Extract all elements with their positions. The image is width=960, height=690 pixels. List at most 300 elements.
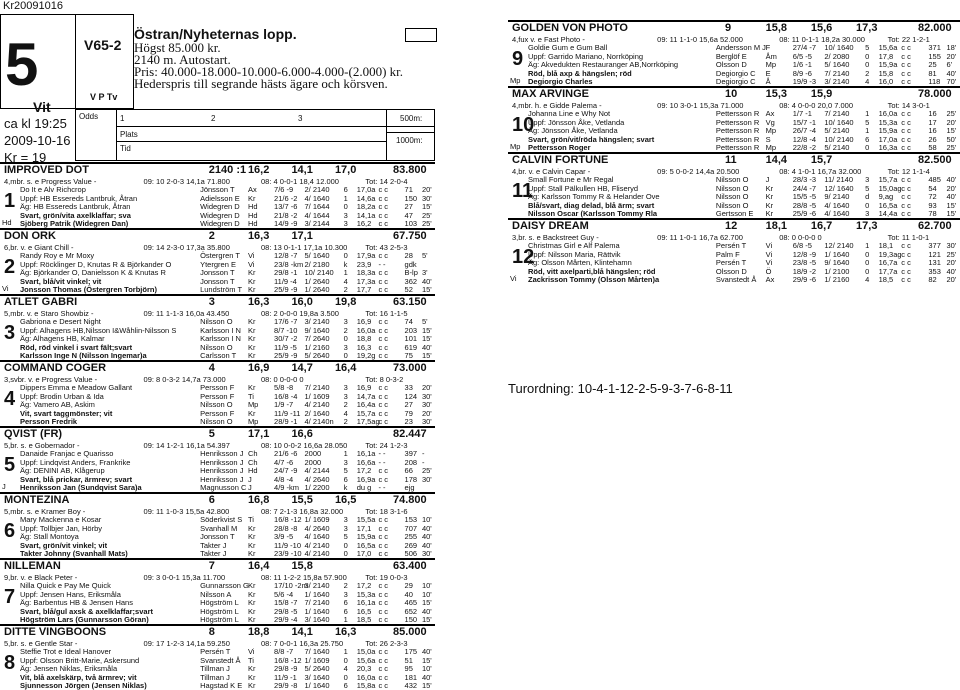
form-cell: 2000	[304, 449, 322, 458]
form-cell: Svart, blå prickar, ärmrev; svart	[20, 474, 133, 484]
form-cell: c c	[901, 126, 911, 135]
form-cell: c c	[378, 474, 389, 484]
form-cell: 6	[343, 681, 348, 690]
horse-record-2: 16,0	[291, 296, 313, 308]
form-cell: 4/8 -4	[274, 474, 294, 484]
form-cell: 619	[404, 342, 418, 352]
form-cell: 17,1	[356, 523, 372, 533]
form-cell: Söderkvist S	[200, 515, 243, 524]
horse-trainer-tag: Mp	[510, 76, 521, 85]
form-cell: c c	[378, 276, 389, 286]
form-cell: 40	[404, 589, 413, 599]
horse-prize: 63.150	[393, 296, 427, 308]
form-cell: 10'	[421, 581, 432, 590]
form-cell: J	[247, 483, 252, 492]
form-cell: Äg: Alhagens HB, Kalmar	[20, 334, 105, 343]
horse-stats-previous: 08: 11 1-2-2 15,8a 57.900	[261, 573, 347, 582]
form-cell: 28/9 -1	[274, 417, 298, 426]
form-cell: 652	[404, 606, 418, 616]
form-cell: Jonsson T	[200, 532, 235, 541]
race-time: ca kl 19:25	[4, 116, 67, 131]
form-cell: c c	[378, 408, 389, 418]
horse-trainer-tag: Vi	[510, 274, 517, 283]
horse-record-1: 16,8	[247, 494, 270, 506]
form-cell: c c	[378, 540, 389, 550]
form-cell: 5	[865, 183, 870, 193]
form-cell: 1/ 2160	[304, 342, 330, 352]
form-cell: 74	[404, 317, 413, 326]
form-cell: Pettersson R	[715, 143, 760, 152]
form-cell: 3	[343, 219, 348, 228]
form-cell: Uppf: Stall Pälkullen HB, Fliseryd	[528, 183, 639, 193]
form-cell: Karlsson I N	[200, 325, 241, 335]
form-cell: 4/ 2140	[304, 540, 330, 550]
form-cell: 2000	[304, 457, 322, 467]
form-cell: c c	[901, 258, 911, 267]
form-cell: c c	[378, 285, 389, 294]
form-cell: 20'	[421, 185, 432, 194]
form-cell: Henriksson J	[200, 449, 244, 458]
form-cell: c c	[901, 192, 911, 201]
horse-entry	[0, 426, 435, 492]
form-cell: 6/5 -5	[792, 51, 812, 61]
form-cell: 17,5ag	[356, 417, 380, 426]
form-cell: Vit, svart taggmönster; vit	[20, 408, 113, 418]
form-cell: Karlsson Inge N (Nilsson Ingemar)a	[20, 351, 147, 360]
form-cell: Svart, grön/vita axelklaffar; sva	[20, 210, 131, 220]
horse-entry	[0, 360, 435, 426]
horse-record-2: 14,1	[291, 626, 313, 638]
form-cell: Nilsson O	[200, 417, 233, 426]
form-cell: 14/9 -9	[274, 219, 298, 228]
form-cell: 0	[343, 251, 348, 260]
form-cell: Degiorgio Charles	[528, 77, 593, 86]
form-cell: 1/ 2200	[304, 483, 330, 492]
form-cell: Dippers Emma e Meadow Gallant	[20, 383, 133, 392]
horse-name: NILLEMAN	[4, 560, 61, 572]
form-cell: Ch	[247, 457, 258, 467]
form-cell: 40'	[946, 266, 957, 276]
form-cell: Kr	[247, 276, 256, 286]
form-cell: Christmas Girl e Alf Palema	[528, 241, 620, 250]
form-cell: c c	[378, 615, 389, 624]
form-cell: 16,4a	[356, 400, 376, 409]
form-cell: 0	[343, 655, 348, 665]
m1000-label: 1000m:	[396, 136, 423, 145]
form-cell: 4/ 1640	[824, 209, 850, 218]
form-cell: 3	[865, 209, 870, 218]
horse-prize: 82.447	[393, 428, 427, 440]
horse-record-1: 16,4	[247, 560, 270, 572]
form-cell: 18,5	[356, 615, 372, 624]
horse-stats-previous: 08: 10 0-0-2 16,6a 28.050	[261, 441, 348, 450]
horse-record-3: 16,4	[334, 362, 357, 374]
form-cell: c c	[378, 342, 389, 352]
form-cell: 16,2	[356, 219, 372, 228]
form-cell: Small Fortune e Mr Regal	[528, 175, 614, 184]
form-cell: 0	[865, 249, 870, 259]
form-cell: 4	[343, 408, 348, 418]
form-cell: 16,0a	[878, 109, 898, 118]
form-cell: 4/ 2640	[304, 523, 330, 533]
form-cell: 2	[865, 68, 870, 78]
form-cell: 1/9 -7	[274, 400, 294, 409]
form-cell: 17,7a	[878, 266, 898, 276]
form-cell: Ax	[247, 185, 257, 194]
form-cell: 18'	[946, 43, 957, 52]
form-cell: 5/ 2140	[824, 143, 850, 152]
form-cell: 27/4 -7	[792, 43, 817, 52]
form-cell: 15'	[946, 209, 957, 218]
form-cell: 7/ 2140	[304, 598, 330, 607]
form-cell: 6'	[946, 60, 953, 69]
form-cell: 13/7 -6	[274, 202, 298, 211]
form-cell: 10/ 1640	[824, 117, 854, 127]
form-cell: 3	[343, 457, 348, 467]
form-cell: Lundström T	[200, 285, 243, 294]
race-condition-4: Hederspris till segrande hästs ägare och körsven.	[134, 76, 388, 91]
horse-handicap: 12	[724, 220, 738, 232]
form-cell: Mp	[247, 400, 259, 409]
form-cell: 4/ 2144	[304, 466, 330, 475]
form-cell: 15/5 -5	[792, 192, 817, 201]
form-cell: 20'	[946, 117, 957, 127]
horse-prize: 78.000	[918, 88, 952, 100]
form-cell: 16/8 -4	[274, 391, 298, 401]
horse-stats-current: 09: 14 2-3-0 17,3a 35.800	[143, 243, 230, 252]
form-cell: 15'	[421, 655, 432, 665]
form-cell: 75	[404, 351, 413, 360]
entry-divider	[0, 558, 435, 560]
form-cell: 28	[404, 251, 413, 260]
form-cell: 5	[865, 43, 870, 52]
form-cell: 17/6 -7	[274, 317, 298, 326]
form-cell: c c	[378, 210, 389, 220]
form-cell: 3/ 1640	[304, 615, 330, 624]
form-cell: Degiorgio C	[715, 68, 756, 78]
form-cell: Äg: Jensen Niklas, Eriksmåla	[20, 664, 118, 673]
form-cell: Steffie Trot e Ideal Hanover	[20, 647, 112, 656]
horse-prize: 82.500	[918, 154, 952, 166]
form-cell: 6	[343, 185, 348, 194]
form-cell: Högström L	[200, 606, 239, 616]
form-cell: 27	[404, 202, 413, 211]
horse-record-2: 14,7	[291, 362, 313, 374]
form-cell: 1/ 1640	[304, 589, 330, 599]
col-1-label: 1	[120, 114, 125, 123]
form-cell: 21/8 -2	[274, 210, 298, 220]
form-cell: 25'	[946, 109, 957, 118]
form-cell: Uppf: Olsson Britt-Marie, Askersund	[20, 655, 140, 665]
form-cell: 5/ 2140	[824, 126, 850, 135]
form-cell: 33	[404, 383, 413, 392]
form-cell: 18,3a	[356, 268, 376, 277]
form-cell: Uppf: Lindqvist Anders, Frankrike	[20, 457, 131, 467]
form-cell: Hd	[247, 466, 258, 475]
form-cell: Kr	[247, 532, 256, 541]
form-cell: gdk	[404, 259, 417, 269]
form-cell: Gabriona e Desert Night	[20, 317, 101, 326]
horse-entry	[508, 86, 960, 152]
form-cell: 3	[343, 523, 348, 533]
form-cell: d	[865, 192, 870, 201]
form-cell: 17,0a	[878, 134, 898, 144]
form-cell: c c	[378, 325, 389, 335]
form-cell: 16,6a	[356, 457, 376, 467]
form-cell: 5/ 1640	[824, 60, 850, 69]
form-cell: 23	[404, 417, 413, 426]
form-cell: Kr	[247, 408, 256, 418]
odds-grid	[75, 109, 435, 161]
form-cell: 4/9 -km	[274, 483, 300, 492]
form-cell: Uppf: Tollbjer Jan, Hörby	[20, 523, 102, 533]
form-cell: 40'	[421, 540, 432, 550]
form-cell: Vit, blå axelskärp, två ärmrev; vit	[20, 672, 137, 682]
form-cell: Pettersson R	[715, 126, 760, 135]
form-cell: 1	[343, 615, 348, 624]
horse-record-2: 15,7	[810, 154, 833, 166]
form-cell: 2	[343, 400, 348, 409]
form-cell: Kr	[247, 342, 256, 352]
form-cell: Gunnarsson G	[200, 581, 249, 590]
form-cell: 1	[865, 126, 870, 135]
form-cell: c c	[378, 581, 389, 590]
form-cell: Ax	[765, 109, 775, 118]
form-cell: 12/ 1640	[824, 183, 854, 193]
m500-label: 500m:	[400, 114, 423, 123]
form-cell: c c	[901, 51, 911, 61]
form-cell: Adielsson E	[200, 193, 240, 203]
entry-divider	[0, 426, 435, 428]
form-cell: 3/ 1640	[304, 672, 330, 682]
form-cell: 3'	[421, 268, 428, 277]
form-cell: Henriksson J	[200, 474, 244, 484]
form-cell: 6/8 -5	[792, 241, 812, 250]
horse-record-2: 17,1	[291, 230, 313, 242]
form-cell: Kr	[247, 351, 256, 360]
form-cell: 20'	[421, 408, 432, 418]
form-cell: Kr	[247, 334, 256, 343]
form-cell: 40'	[421, 647, 432, 656]
form-cell: 17,0	[356, 549, 372, 558]
form-cell: Kr	[247, 325, 256, 335]
form-cell: 2/ 2080	[824, 51, 850, 61]
horse-stats-previous: 08: 7 2-1-3 16,8a 32.000	[261, 507, 344, 516]
horse-stats-current: 09: 10 2-0-3 14,1a 71.800	[143, 177, 230, 186]
form-cell: 29/9 -8	[274, 681, 298, 690]
form-cell: Hd	[247, 219, 258, 228]
horse-pedigree: 5,br. s. e Gobernador -	[4, 441, 80, 450]
form-cell: 4	[343, 276, 348, 286]
form-cell: Kr	[247, 193, 256, 203]
form-cell: Henriksson J	[200, 457, 244, 467]
form-cell: 1	[343, 268, 348, 277]
form-cell: 20'	[946, 183, 957, 193]
form-cell: Äg: HB Essereds Lantbruk, Åtran	[20, 202, 131, 211]
form-cell: 1	[343, 193, 348, 203]
form-cell: 23/8 -5	[792, 258, 817, 267]
form-cell: 3	[865, 175, 870, 184]
form-cell: c c	[901, 134, 911, 144]
form-cell: Pettersson R	[715, 117, 760, 127]
horse-stats-total: Tot: 24 1-2-3	[365, 441, 408, 450]
form-cell: 28/3 -3	[792, 175, 817, 184]
form-cell: 2/ 2180	[304, 259, 330, 269]
form-cell: k	[343, 259, 348, 269]
form-cell: Östergren T	[200, 251, 240, 260]
horse-handicap: 5	[208, 428, 215, 440]
form-cell: 30'	[421, 549, 432, 558]
form-cell: 5	[343, 466, 348, 475]
form-cell: Uppf: Brodin Urban & Ida	[20, 391, 104, 401]
horse-stats-total: Tot: 26 2-3-3	[365, 639, 408, 648]
horse-name: MAX ARVINGE	[512, 88, 590, 100]
form-cell: 16	[928, 126, 937, 135]
form-cell: 7/ 2140	[824, 109, 850, 118]
horse-prize: 62.700	[918, 220, 952, 232]
horse-start-number: 5	[4, 454, 16, 476]
form-cell: 150	[404, 615, 418, 624]
form-cell: Kr	[247, 549, 256, 558]
form-cell: 18,8	[356, 334, 372, 343]
form-cell: 15,6a	[356, 655, 376, 665]
form-cell: Högström Lars (Gunnarsson Göran)	[20, 615, 149, 624]
form-cell: 15,9a	[878, 126, 898, 135]
form-cell: Persson F	[200, 391, 235, 401]
form-cell: 72	[928, 192, 937, 201]
form-cell: 0	[865, 266, 870, 276]
form-cell: Högström L	[200, 598, 239, 607]
horse-pedigree: 5,mbr. s. e Kramer Boy -	[4, 507, 86, 516]
form-cell: 1	[343, 449, 348, 458]
form-cell: c c	[378, 664, 389, 673]
form-cell: 6	[343, 474, 348, 484]
tid-label: Tid	[120, 144, 131, 153]
form-cell: c c	[378, 334, 389, 343]
form-cell: Svart, grön/vit vinkel; vit	[20, 540, 108, 550]
form-cell: Vi	[765, 249, 773, 259]
form-cell: 7/ 2640	[304, 334, 330, 343]
horse-stats-previous: 08: 4 1-0-1 16,7a 32.000	[779, 167, 862, 176]
form-cell: Hagstad K E	[200, 681, 243, 690]
form-cell: 3	[343, 589, 348, 599]
form-cell: 101	[404, 334, 418, 343]
form-cell: 15,0ag	[878, 183, 902, 193]
form-cell: 10'	[421, 589, 432, 599]
horse-handicap: 8	[208, 626, 215, 638]
form-cell: c c	[901, 77, 911, 86]
form-cell: 16,0	[878, 77, 894, 86]
form-cell: Uppf: Jönsson Åke, Vetlanda	[528, 117, 625, 127]
form-cell: 12/8 -9	[792, 249, 817, 259]
horse-stats-current: 09: 3 0-0-1 15,3a 11.700	[143, 573, 226, 582]
form-cell: 24/4 -7	[792, 183, 817, 193]
form-cell: 4	[343, 664, 348, 673]
horse-handicap: 3	[208, 296, 215, 308]
form-cell: 15'	[421, 615, 432, 624]
horse-stats-total: Tot: 18 3-1-6	[365, 507, 408, 516]
form-cell: Berglöf E	[715, 51, 747, 61]
form-cell: Kr	[247, 615, 256, 624]
form-cell: 1/ 2100	[824, 266, 850, 276]
form-cell: 16,9	[356, 317, 372, 326]
form-cell: c c	[901, 209, 911, 218]
form-cell: 30'	[421, 474, 432, 484]
form-cell: 3/9 -5	[274, 532, 294, 541]
form-cell: Persson F	[200, 383, 235, 392]
form-cell: - -	[378, 449, 386, 458]
form-cell: 377	[928, 241, 941, 250]
horse-stats-current: 09: 11 1-1-0 15,6a 52.000	[657, 35, 743, 44]
form-cell: Jonsson T	[200, 268, 235, 277]
form-cell: 30'	[946, 241, 957, 250]
horse-start-number: 12	[512, 246, 535, 268]
form-cell: 0	[343, 351, 348, 360]
form-cell: c c	[378, 532, 389, 541]
horse-name: ATLET GABRI	[4, 296, 78, 308]
horse-stats-previous: 08: 0 0-0-0 0	[779, 233, 822, 242]
form-cell: Å	[765, 77, 771, 86]
form-cell: 7/ 2140	[824, 68, 850, 78]
form-cell: 16,9	[356, 383, 372, 392]
form-cell: 6	[343, 606, 348, 616]
form-cell: k	[343, 483, 348, 492]
form-cell: Kr	[247, 268, 256, 277]
form-cell: 0	[865, 200, 870, 210]
form-cell: 7/ 2140	[304, 383, 330, 392]
horse-record-3: 17,3	[856, 220, 878, 232]
form-cell: 30'	[421, 400, 432, 409]
form-cell: c c	[901, 249, 911, 259]
form-cell: 15'	[421, 351, 432, 360]
form-cell: 15,6a	[878, 43, 898, 52]
form-cell: c c	[378, 251, 389, 260]
form-cell: Vi	[247, 251, 255, 260]
form-cell: 26/7 -4	[792, 126, 817, 135]
horse-stats-current: 09: 5 0-0-2 14,4a 20.500	[657, 167, 740, 176]
form-cell: 25	[928, 60, 937, 69]
form-cell: c c	[901, 241, 911, 250]
form-cell: 15,7a	[356, 408, 376, 418]
form-cell: c c	[378, 219, 389, 228]
horse-name: MONTEZINA	[4, 494, 70, 506]
form-cell: Kr	[247, 523, 256, 533]
form-cell: 40'	[421, 672, 432, 682]
form-cell: Svanstedt Å	[200, 655, 241, 665]
form-cell: 5/6 -4	[274, 589, 294, 599]
horse-stats-current: 09: 11 1-0-1 16,7a 62.700	[657, 233, 743, 242]
form-cell: 26	[928, 134, 937, 144]
form-cell: 30'	[421, 391, 432, 401]
form-cell: 23,9	[356, 259, 372, 269]
form-cell: Äg: Vamero AB, Askim	[20, 400, 95, 409]
form-cell: 15'	[421, 334, 432, 343]
form-cell: Röd, vitt axelparti,blå hängslen; röd	[528, 266, 656, 276]
form-cell: Åm	[765, 51, 777, 61]
form-cell: 131	[928, 258, 941, 267]
form-cell: c c	[901, 68, 911, 78]
form-cell: 30'	[421, 417, 432, 426]
form-cell: c c	[378, 523, 389, 533]
form-cell: Kr	[247, 606, 256, 616]
form-cell: Kr	[765, 192, 774, 201]
form-cell: 371	[928, 43, 941, 52]
horse-pedigree: 4,mbr. h. e Gidde Palema -	[512, 101, 602, 110]
form-cell: 29	[404, 581, 413, 590]
form-cell: c c	[378, 515, 389, 524]
form-cell: 30/7 -2	[274, 334, 298, 343]
horse-prize: 74.800	[393, 494, 427, 506]
